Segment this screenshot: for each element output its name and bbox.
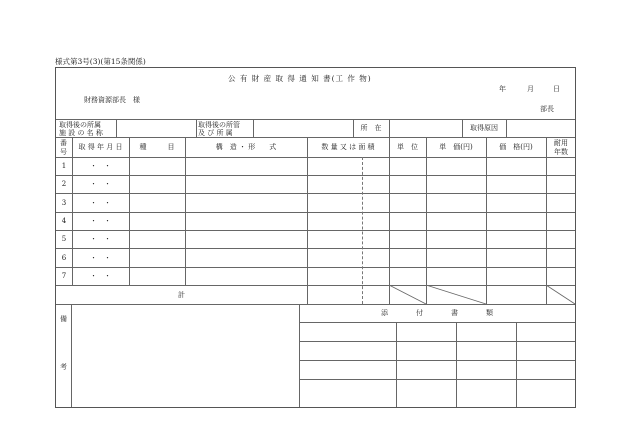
form-title: 公 有 財 産 取 得 通 知 書(工 作 物) (228, 74, 372, 83)
total-label: 計 (178, 290, 185, 299)
header-price: 価 格(円) (499, 143, 533, 151)
row-date: ・ ・ (90, 235, 111, 243)
row-date: ・ ・ (90, 217, 111, 225)
total-unitprice-diagonal (426, 285, 486, 304)
row-date: ・ ・ (90, 180, 111, 188)
header-acquisition-date: 取 得 年 月 日 (78, 143, 123, 151)
custody-label-line1: 取得後の所管 (198, 121, 240, 129)
sender-title: 部長 (540, 105, 554, 113)
row-number: 1 (61, 162, 67, 170)
row-number: 3 (61, 198, 67, 207)
form-reference: 様式第3号(3)(第15条関係) (55, 57, 146, 66)
header-unit-price: 単 価(円) (439, 143, 473, 151)
remarks-label-1: 備 (60, 315, 67, 323)
total-unit-diagonal (389, 285, 426, 304)
row-number: 2 (61, 180, 67, 188)
attached-documents-label: 添 付 書 類 (381, 309, 493, 317)
row-number: 4 (61, 217, 67, 225)
facility-label-line2: 施 設 の 名 称 (59, 129, 103, 137)
notification-form (55, 67, 576, 408)
row-number: 6 (61, 253, 67, 262)
month-label: 月 (527, 85, 534, 93)
header-useful-life-1: 耐用 (554, 139, 568, 147)
row-date: ・ ・ (90, 253, 111, 262)
header-number-1: 番 (60, 139, 67, 147)
row-date: ・ ・ (90, 272, 111, 280)
total-life-diagonal (546, 285, 575, 304)
facility-label-line1: 取得後の所属 (59, 121, 101, 129)
header-unit: 単 位 (397, 143, 418, 151)
row-number: 5 (61, 235, 67, 243)
location-label: 所 在 (360, 124, 382, 132)
custody-label-line2: 及 び 所 属 (198, 129, 233, 137)
day-label: 日 (553, 85, 560, 93)
row-date: ・ ・ (90, 198, 111, 207)
reason-label: 取得原因 (470, 124, 498, 132)
addressee: 財務資源部長 様 (84, 96, 140, 104)
remarks-label-2: 考 (60, 363, 67, 371)
header-quantity: 数 量 又 は 面 積 (321, 143, 375, 151)
header-number-2: 号 (60, 148, 67, 156)
header-useful-life-2: 年数 (554, 148, 568, 156)
header-structure: 構 造 ・ 形 式 (215, 143, 277, 151)
row-date: ・ ・ (90, 162, 111, 170)
header-item-type: 種 目 (139, 143, 175, 151)
year-label: 年 (499, 85, 506, 93)
row-number: 7 (61, 272, 67, 280)
